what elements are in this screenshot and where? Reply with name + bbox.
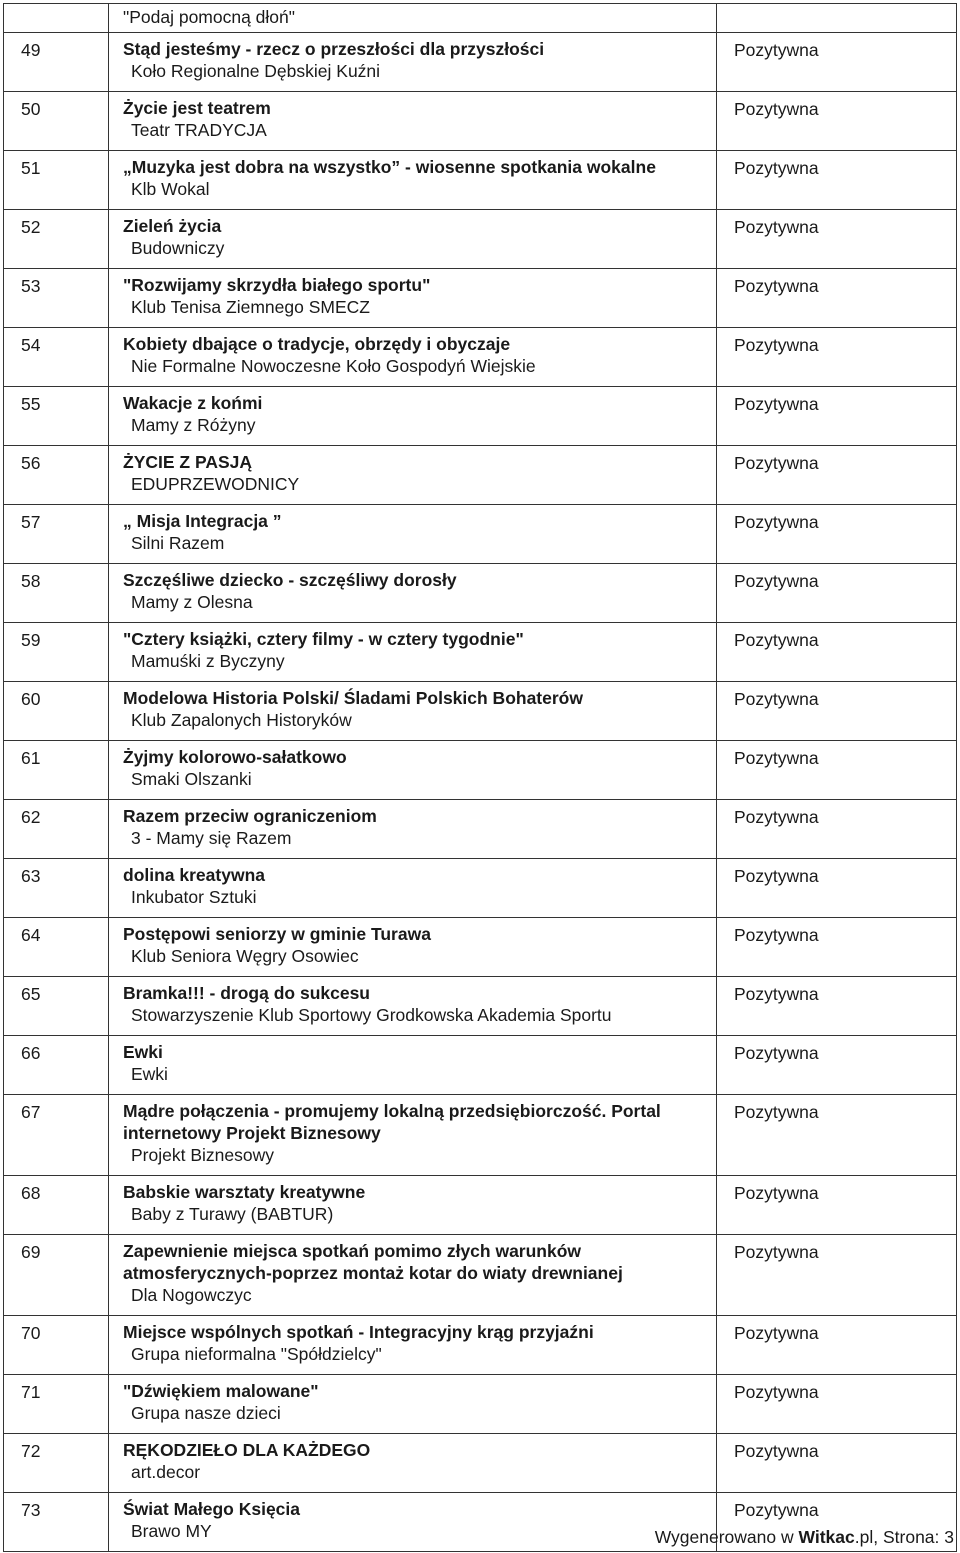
project-title: Zieleń życia bbox=[123, 216, 222, 236]
evaluation-status: Pozytywna bbox=[717, 269, 957, 328]
table-row bbox=[4, 505, 957, 564]
table-row bbox=[4, 1434, 957, 1493]
organization-name: Mamuśki z Byczyny bbox=[131, 651, 285, 671]
table-row bbox=[4, 1375, 957, 1434]
project-title: Mądre połączenia - promujemy lokalną przedsiębiorczość. Portal internetowy Projekt Biznesowy bbox=[123, 1101, 661, 1143]
organization-name: Grupa nasze dzieci bbox=[131, 1403, 281, 1423]
row-number: 70 bbox=[4, 1316, 109, 1375]
evaluation-status: Pozytywna bbox=[717, 859, 957, 918]
organization-name: Stowarzyszenie Klub Sportowy Grodkowska Akademia Sportu bbox=[131, 1005, 612, 1025]
project-cell bbox=[109, 387, 717, 446]
organization-name: Klb Wokal bbox=[131, 179, 210, 199]
evaluation-status: Pozytywna bbox=[717, 1434, 957, 1493]
organization-name: EDUPRZEWODNICY bbox=[131, 474, 300, 494]
row-number: 69 bbox=[4, 1235, 109, 1316]
evaluation-status: Pozytywna bbox=[717, 741, 957, 800]
project-cell bbox=[109, 92, 717, 151]
project-cell bbox=[109, 269, 717, 328]
table-row bbox=[4, 1235, 957, 1316]
organization-name: Grupa nieformalna "Spółdzielcy" bbox=[131, 1344, 382, 1364]
project-cell bbox=[109, 1036, 717, 1095]
organization-name: Klub Tenisa Ziemnego SMECZ bbox=[131, 297, 370, 317]
evaluation-status: Pozytywna bbox=[717, 387, 957, 446]
project-title: „Muzyka jest dobra na wszystko” - wiosenne spotkania wokalne bbox=[123, 157, 656, 177]
project-cell bbox=[109, 1434, 717, 1493]
row-number: 58 bbox=[4, 564, 109, 623]
project-cell bbox=[109, 151, 717, 210]
table-row bbox=[4, 328, 957, 387]
row-number: 62 bbox=[4, 800, 109, 859]
organization-name: Klub Zapalonych Historyków bbox=[131, 710, 352, 730]
evaluation-status: Pozytywna bbox=[717, 977, 957, 1036]
organization-name: Teatr TRADYCJA bbox=[131, 120, 267, 140]
row-number: 52 bbox=[4, 210, 109, 269]
project-title: "Cztery książki, cztery filmy - w cztery tygodnie" bbox=[123, 629, 524, 649]
evaluation-status: Pozytywna bbox=[717, 92, 957, 151]
evaluation-status: Pozytywna bbox=[717, 1036, 957, 1095]
evaluation-status: Pozytywna bbox=[717, 446, 957, 505]
organization-name: Baby z Turawy (BABTUR) bbox=[131, 1204, 334, 1224]
project-title: Żyjmy kolorowo-sałatkowo bbox=[123, 747, 347, 767]
footer-suffix: .pl, Strona: 3 bbox=[854, 1527, 954, 1547]
project-title: Stąd jesteśmy - rzecz o przeszłości dla przyszłości bbox=[123, 39, 545, 59]
project-cell bbox=[109, 918, 717, 977]
page-footer bbox=[655, 1526, 954, 1548]
evaluation-status: Pozytywna bbox=[717, 1375, 957, 1434]
table-row bbox=[4, 387, 957, 446]
project-cell bbox=[109, 682, 717, 741]
organization-name: Silni Razem bbox=[131, 533, 225, 553]
organization-name: Budowniczy bbox=[131, 238, 225, 258]
project-cell bbox=[109, 977, 717, 1036]
results-table-body bbox=[4, 4, 957, 1552]
organization-name: Dla Nogowczyc bbox=[131, 1285, 252, 1305]
project-cell bbox=[109, 33, 717, 92]
evaluation-status: Pozytywna bbox=[717, 1235, 957, 1316]
organization-name: Projekt Biznesowy bbox=[131, 1145, 274, 1165]
organization-name: Nie Formalne Nowoczesne Koło Gospodyń Wiejskie bbox=[131, 356, 536, 376]
organization-name: Brawo MY bbox=[131, 1521, 212, 1541]
project-title: "Rozwijamy skrzydła białego sportu" bbox=[123, 275, 431, 295]
evaluation-status: Pozytywna bbox=[717, 918, 957, 977]
project-cell bbox=[109, 623, 717, 682]
evaluation-status: Pozytywna bbox=[717, 1095, 957, 1176]
status-cell bbox=[717, 4, 957, 33]
table-row bbox=[4, 623, 957, 682]
results-table bbox=[3, 3, 957, 1552]
table-row bbox=[4, 1036, 957, 1095]
project-title: Świat Małego Księcia bbox=[123, 1499, 301, 1519]
project-title: Bramka!!! - drogą do sukcesu bbox=[123, 983, 370, 1003]
project-cell bbox=[109, 800, 717, 859]
row-number: 55 bbox=[4, 387, 109, 446]
project-title: Ewki bbox=[123, 1042, 163, 1062]
row-number: 64 bbox=[4, 918, 109, 977]
evaluation-status: Pozytywna bbox=[717, 151, 957, 210]
row-number: 51 bbox=[4, 151, 109, 210]
footer-prefix: Wygenerowano w bbox=[654, 1527, 799, 1547]
project-cell bbox=[109, 210, 717, 269]
row-number: 71 bbox=[4, 1375, 109, 1434]
row-number: 54 bbox=[4, 328, 109, 387]
project-cell bbox=[109, 4, 717, 33]
table-row bbox=[4, 977, 957, 1036]
evaluation-status: Pozytywna bbox=[717, 33, 957, 92]
organization-name: Inkubator Sztuki bbox=[131, 887, 257, 907]
table-row bbox=[4, 210, 957, 269]
table-row bbox=[4, 33, 957, 92]
table-row bbox=[4, 800, 957, 859]
row-number: 57 bbox=[4, 505, 109, 564]
table-row bbox=[4, 1176, 957, 1235]
table-row bbox=[4, 446, 957, 505]
project-cell bbox=[109, 446, 717, 505]
evaluation-status: Pozytywna bbox=[717, 1176, 957, 1235]
table-row bbox=[4, 269, 957, 328]
org-name: "Podaj pomocną dłoń" bbox=[123, 7, 295, 27]
table-row bbox=[4, 564, 957, 623]
table-row bbox=[4, 741, 957, 800]
project-cell bbox=[109, 1176, 717, 1235]
row-number: 65 bbox=[4, 977, 109, 1036]
table-row bbox=[4, 682, 957, 741]
continued-row bbox=[4, 4, 957, 33]
project-cell bbox=[109, 328, 717, 387]
project-title: Miejsce wspólnych spotkań - Integracyjny krąg przyjaźni bbox=[123, 1322, 594, 1342]
project-title: dolina kreatywna bbox=[123, 865, 265, 885]
evaluation-status: Pozytywna bbox=[717, 564, 957, 623]
row-number: 61 bbox=[4, 741, 109, 800]
evaluation-status: Pozytywna bbox=[717, 505, 957, 564]
evaluation-status: Pozytywna bbox=[717, 1493, 957, 1552]
row-number-cell bbox=[4, 4, 109, 33]
table-row bbox=[4, 151, 957, 210]
organization-name: art.decor bbox=[131, 1462, 201, 1482]
row-number: 63 bbox=[4, 859, 109, 918]
row-number: 59 bbox=[4, 623, 109, 682]
table-row bbox=[4, 1316, 957, 1375]
project-title: Modelowa Historia Polski/ Śladami Polskich Bohaterów bbox=[123, 688, 583, 708]
row-number: 53 bbox=[4, 269, 109, 328]
project-title: "Dźwiękiem malowane" bbox=[123, 1381, 319, 1401]
project-cell bbox=[109, 859, 717, 918]
project-cell bbox=[109, 1375, 717, 1434]
row-number: 72 bbox=[4, 1434, 109, 1493]
project-title: „ Misja Integracja ” bbox=[123, 511, 282, 531]
project-cell bbox=[109, 1316, 717, 1375]
organization-name: Mamy z Różyny bbox=[131, 415, 256, 435]
project-cell bbox=[109, 564, 717, 623]
row-number: 50 bbox=[4, 92, 109, 151]
evaluation-status: Pozytywna bbox=[717, 210, 957, 269]
project-title: Babskie warsztaty kreatywne bbox=[123, 1182, 366, 1202]
table-row bbox=[4, 859, 957, 918]
evaluation-status: Pozytywna bbox=[717, 1316, 957, 1375]
project-title: Razem przeciw ograniczeniom bbox=[123, 806, 377, 826]
evaluation-status: Pozytywna bbox=[717, 328, 957, 387]
project-cell bbox=[109, 1095, 717, 1176]
project-cell bbox=[109, 1235, 717, 1316]
project-cell bbox=[109, 1493, 717, 1552]
evaluation-status: Pozytywna bbox=[717, 623, 957, 682]
row-number: 56 bbox=[4, 446, 109, 505]
organization-name: Mamy z Olesna bbox=[131, 592, 253, 612]
project-title: RĘKODZIEŁO DLA KAŻDEGO bbox=[123, 1440, 371, 1460]
evaluation-status: Pozytywna bbox=[717, 682, 957, 741]
project-cell bbox=[109, 741, 717, 800]
project-title: Życie jest teatrem bbox=[123, 98, 271, 118]
project-title: Szczęśliwe dziecko - szczęśliwy dorosły bbox=[123, 570, 457, 590]
table-row bbox=[4, 918, 957, 977]
project-title: Kobiety dbające o tradycje, obrzędy i obyczaje bbox=[123, 334, 511, 354]
organization-name: Smaki Olszanki bbox=[131, 769, 252, 789]
row-number: 68 bbox=[4, 1176, 109, 1235]
project-title: ŻYCIE Z PASJĄ bbox=[123, 452, 253, 472]
footer-brand: Witkac bbox=[798, 1527, 855, 1547]
table-row bbox=[4, 92, 957, 151]
project-title: Zapewnienie miejsca spotkań pomimo złych warunków atmosferycznych-poprzez montaż kotar do wiaty drewnianej bbox=[123, 1241, 623, 1283]
project-cell bbox=[109, 505, 717, 564]
organization-name: 3 - Mamy się Razem bbox=[131, 828, 292, 848]
project-title: Wakacje z końmi bbox=[123, 393, 263, 413]
organization-name: Klub Seniora Węgry Osowiec bbox=[131, 946, 359, 966]
row-number: 67 bbox=[4, 1095, 109, 1176]
organization-name: Koło Regionalne Dębskiej Kuźni bbox=[131, 61, 381, 81]
table-row bbox=[4, 1095, 957, 1176]
row-number: 73 bbox=[4, 1493, 109, 1552]
evaluation-status: Pozytywna bbox=[717, 800, 957, 859]
row-number: 66 bbox=[4, 1036, 109, 1095]
organization-name: Ewki bbox=[131, 1064, 168, 1084]
row-number: 60 bbox=[4, 682, 109, 741]
row-number: 49 bbox=[4, 33, 109, 92]
project-title: Postępowi seniorzy w gminie Turawa bbox=[123, 924, 431, 944]
